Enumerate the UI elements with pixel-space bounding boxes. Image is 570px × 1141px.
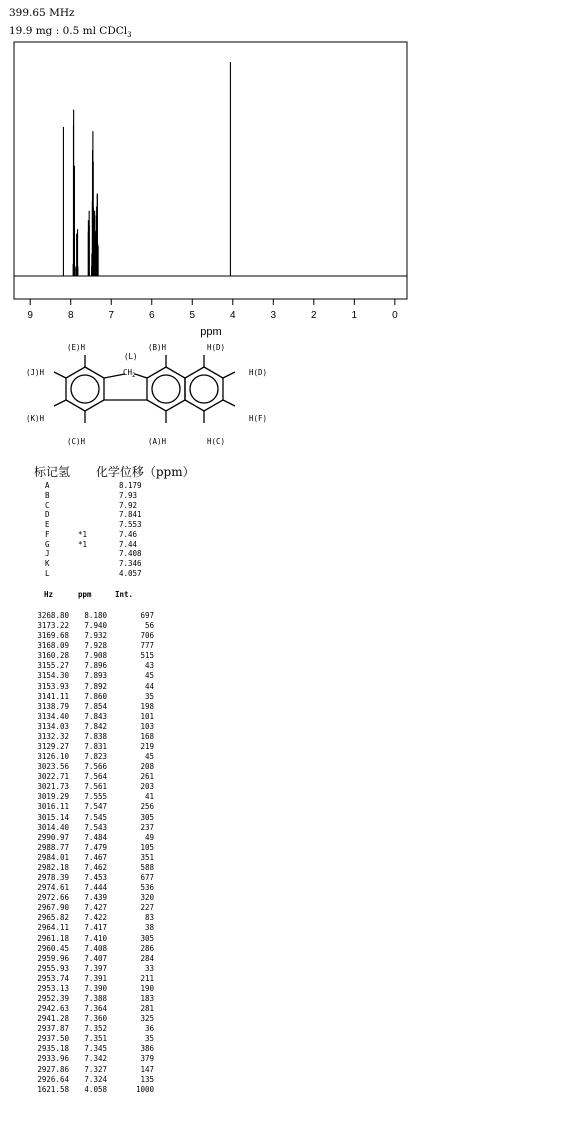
peak-ppm: 8.180 <box>84 611 107 620</box>
peak-intensity: 35 <box>144 1034 154 1044</box>
peak-ppm: 7.388 <box>84 993 107 1003</box>
peak-intensity: 35 <box>144 691 154 701</box>
peak-intensity: 41 <box>144 792 154 802</box>
peak-hz: 3016.11 <box>37 802 69 812</box>
assignment-shift: 7.346 <box>119 559 142 568</box>
assignment-heading-shift: 化学位移（ppm） <box>95 465 195 479</box>
peak-row <box>33 1044 157 1054</box>
peak-ppm: 7.892 <box>84 681 107 691</box>
ch2-bond-right <box>135 374 147 378</box>
peak-ppm: 7.896 <box>84 661 107 671</box>
assignment-heading-label: 标记氢 <box>34 465 71 479</box>
peak-hz: 2937.87 <box>37 1024 69 1034</box>
peak-ppm: 7.854 <box>84 701 107 711</box>
peak-hz: 2978.39 <box>37 873 69 883</box>
assignment-label: B <box>45 490 50 500</box>
peak-intensity: 45 <box>144 752 154 762</box>
peak-ppm: 7.453 <box>84 873 107 883</box>
peak-intensity: 305 <box>140 812 154 822</box>
peak-hz: 3134.03 <box>37 721 69 731</box>
assignment-shift: 7.408 <box>119 549 142 559</box>
peak-intensity: 256 <box>140 802 154 812</box>
peak-ppm: 4.058 <box>84 1084 107 1094</box>
peak-row <box>33 762 157 772</box>
peak-row <box>33 964 157 974</box>
peak-hz: 3021.73 <box>37 782 69 792</box>
peak-hz: 2941.28 <box>37 1014 69 1024</box>
label-j: (J)H <box>26 368 45 377</box>
peak-hz: 3138.79 <box>37 701 69 711</box>
peak-row <box>33 843 157 853</box>
x-tick-label: 3 <box>270 310 277 321</box>
x-tick-label: 9 <box>27 310 33 321</box>
peak-hz: 2953.74 <box>37 973 69 983</box>
peak-ppm: 7.364 <box>84 1004 107 1014</box>
peak-row <box>33 813 157 823</box>
peak-intensity: 351 <box>140 852 154 862</box>
peak-row <box>33 823 157 833</box>
peak-intensity: 286 <box>140 943 154 953</box>
peak-row <box>33 1054 157 1064</box>
peak-header-ppm: ppm <box>78 590 92 599</box>
peak-hz: 3154.30 <box>37 671 69 681</box>
peak-intensity: 219 <box>140 742 154 752</box>
assignment-shift: 7.46 <box>119 529 138 539</box>
peak-row <box>33 661 157 671</box>
peak-ppm: 7.390 <box>84 983 107 993</box>
peak-row <box>33 984 157 994</box>
peak-row <box>33 621 157 631</box>
peak-intensity: 44 <box>144 681 154 691</box>
assignment-label: K <box>45 559 50 568</box>
assignment-label: E <box>45 520 50 529</box>
peak-hz: 2959.96 <box>37 953 69 963</box>
spectrometer-frequency: 399.65 MHz <box>9 7 75 19</box>
peak-ppm: 7.397 <box>84 963 107 973</box>
label-c-right: H(C) <box>207 437 226 446</box>
peak-row <box>33 702 157 712</box>
x-tick-label: 7 <box>108 310 115 321</box>
peak-row <box>33 873 157 883</box>
peak-hz: 2984.01 <box>37 852 69 862</box>
peak-hz: 2988.77 <box>37 842 69 852</box>
peak-row <box>33 792 157 802</box>
peak-row <box>33 1034 157 1044</box>
label-e: (E)H <box>67 343 86 352</box>
assignment-note: *1 <box>78 529 88 539</box>
middle-benzene-ring <box>147 367 185 411</box>
peak-row <box>33 732 157 742</box>
peak-row <box>33 944 157 954</box>
label-k: (K)H <box>26 414 45 423</box>
label-ch: CH <box>123 368 133 377</box>
peak-hz: 3019.29 <box>37 792 69 802</box>
peak-intensity: 83 <box>144 913 154 923</box>
bond-k <box>54 400 66 406</box>
peak-hz: 2942.63 <box>37 1004 69 1014</box>
peak-hz: 3134.40 <box>37 711 69 721</box>
assignment-shift: 4.057 <box>119 568 142 578</box>
peak-row <box>33 1024 157 1034</box>
peak-intensity: 105 <box>140 842 154 852</box>
x-tick-label: 2 <box>311 310 317 321</box>
label-ch2-subscript: 2 <box>132 372 136 379</box>
x-tick-label: 1 <box>351 310 358 321</box>
peak-row <box>33 782 157 792</box>
peak-ppm: 7.407 <box>84 953 107 963</box>
peak-row <box>33 742 157 752</box>
peak-hz: 3015.14 <box>37 812 69 822</box>
peak-ppm: 7.324 <box>84 1074 107 1084</box>
peak-intensity: 168 <box>140 731 154 741</box>
x-axis-label: ppm <box>200 326 222 338</box>
peak-ppm: 7.543 <box>84 822 107 832</box>
peak-intensity: 211 <box>140 973 154 983</box>
peak-header-int: Int. <box>115 590 134 599</box>
peak-hz: 3023.56 <box>37 762 69 772</box>
peak-intensity: 103 <box>140 721 154 731</box>
peak-row <box>33 611 157 621</box>
peak-row <box>33 631 157 641</box>
peak-ppm: 7.327 <box>84 1064 107 1074</box>
peak-intensity: 305 <box>140 933 154 943</box>
peak-hz: 3126.10 <box>37 752 69 762</box>
peak-row <box>33 772 157 782</box>
label-ch2 <box>123 368 136 379</box>
ch2-bond-left <box>104 374 125 378</box>
assignment-shift: 7.841 <box>119 510 142 520</box>
left-aromatic-circle <box>71 375 99 403</box>
peak-intensity: 261 <box>140 772 154 782</box>
peak-row <box>33 692 157 702</box>
peak-ppm: 7.417 <box>84 923 107 933</box>
peak-intensity: 325 <box>140 1014 154 1024</box>
peak-row <box>33 1014 157 1024</box>
assignment-label: J <box>45 549 50 559</box>
peak-ppm: 7.555 <box>84 792 107 802</box>
peak-intensity: 677 <box>140 873 154 883</box>
peak-intensity: 203 <box>140 782 154 792</box>
peak-intensity: 515 <box>140 651 154 661</box>
bond-f <box>223 400 235 406</box>
peak-row <box>33 833 157 843</box>
peak-intensity: 237 <box>140 822 154 832</box>
peak-intensity: 386 <box>140 1044 154 1054</box>
peak-intensity: 45 <box>144 671 154 681</box>
peak-ppm: 7.342 <box>84 1054 107 1064</box>
peak-intensity: 588 <box>140 862 154 872</box>
peak-ppm: 7.467 <box>84 852 107 862</box>
peak-row <box>33 712 157 722</box>
assignment-label: L <box>45 568 50 578</box>
peak-ppm: 7.843 <box>84 711 107 721</box>
peak-ppm: 7.928 <box>84 641 107 651</box>
peak-intensity: 190 <box>140 983 154 993</box>
peak-intensity: 36 <box>144 1024 154 1034</box>
left-benzene-ring <box>66 367 104 411</box>
label-d-top: H(D) <box>207 343 226 352</box>
assignment-heading <box>34 463 195 480</box>
peak-row <box>33 893 157 903</box>
peak-hz: 3132.32 <box>37 731 69 741</box>
concentration-subscript: 3 <box>127 31 132 40</box>
peak-intensity: 697 <box>140 611 154 620</box>
label-l: (L) <box>124 352 138 361</box>
right-aromatic-circle <box>190 375 218 403</box>
x-tick-label: 8 <box>67 310 74 321</box>
peak-hz: 2937.50 <box>37 1034 69 1044</box>
peak-ppm: 7.545 <box>84 812 107 822</box>
assignment-label: A <box>45 481 50 490</box>
peak-intensity: 33 <box>144 963 154 973</box>
peak-hz: 2952.39 <box>37 993 69 1003</box>
peak-row <box>33 903 157 913</box>
x-tick-label: 6 <box>148 310 155 321</box>
peak-row <box>33 1085 157 1095</box>
peak-hz: 2964.11 <box>37 923 69 933</box>
peak-ppm: 7.351 <box>84 1034 107 1044</box>
peak-intensity: 56 <box>144 621 154 631</box>
peak-hz: 2961.18 <box>37 933 69 943</box>
peak-intensity: 43 <box>144 661 154 671</box>
peak-row <box>33 1004 157 1014</box>
peak-row <box>33 641 157 651</box>
assignment-shift: 7.44 <box>119 539 138 549</box>
peak-hz: 3129.27 <box>37 742 69 752</box>
label-b: (B)H <box>148 343 167 352</box>
peak-hz: 2982.18 <box>37 862 69 872</box>
peak-intensity: 1000 <box>135 1084 154 1094</box>
peak-hz: 2927.86 <box>37 1064 69 1074</box>
assignment-shift: 7.553 <box>119 520 142 529</box>
peak-hz: 3160.28 <box>37 651 69 661</box>
peak-intensity: 198 <box>140 701 154 711</box>
peak-intensity: 320 <box>140 893 154 903</box>
peak-table-header <box>44 590 164 600</box>
peak-ppm: 7.484 <box>84 832 107 842</box>
peak-hz: 2955.93 <box>37 963 69 973</box>
assignment-label: F <box>45 529 50 539</box>
peak-ppm: 7.831 <box>84 742 107 752</box>
peak-ppm: 7.838 <box>84 731 107 741</box>
concentration-text: 19.9 mg : 0.5 ml CDCl <box>9 25 128 37</box>
peak-row <box>33 1075 157 1085</box>
peak-intensity: 706 <box>140 631 154 641</box>
peak-row <box>33 863 157 873</box>
peak-ppm: 7.823 <box>84 752 107 762</box>
peak-row <box>33 974 157 984</box>
peak-intensity: 147 <box>140 1064 154 1074</box>
peak-hz: 2935.18 <box>37 1044 69 1054</box>
peak-intensity: 284 <box>140 953 154 963</box>
peak-row <box>33 722 157 732</box>
peak-header-hz: Hz <box>44 590 54 599</box>
peak-hz: 2967.90 <box>37 903 69 913</box>
peak-hz: 2953.13 <box>37 983 69 993</box>
peak-hz: 3155.27 <box>37 661 69 671</box>
assignment-label: D <box>45 510 50 520</box>
peak-table <box>33 611 157 1095</box>
peak-ppm: 7.860 <box>84 691 107 701</box>
peak-intensity: 135 <box>140 1074 154 1084</box>
peak-row <box>33 752 157 762</box>
peak-ppm: 7.479 <box>84 842 107 852</box>
peak-row <box>33 802 157 812</box>
peak-row <box>33 994 157 1004</box>
peak-hz: 2926.64 <box>37 1074 69 1084</box>
peak-hz: 2933.96 <box>37 1054 69 1064</box>
peak-hz: 3268.80 <box>37 611 69 620</box>
peak-ppm: 7.410 <box>84 933 107 943</box>
peak-hz: 3014.40 <box>37 822 69 832</box>
peak-intensity: 227 <box>140 903 154 913</box>
peak-row <box>33 913 157 923</box>
peak-ppm: 7.940 <box>84 621 107 631</box>
peak-hz: 2972.66 <box>37 893 69 903</box>
peak-hz: 3153.93 <box>37 681 69 691</box>
label-f: H(F) <box>249 414 268 423</box>
peak-ppm: 7.547 <box>84 802 107 812</box>
peak-hz: 3169.68 <box>37 631 69 641</box>
peak-intensity: 49 <box>144 832 154 842</box>
peak-row <box>33 671 157 681</box>
peak-row <box>33 954 157 964</box>
peak-ppm: 7.345 <box>84 1044 107 1054</box>
peak-ppm: 7.561 <box>84 782 107 792</box>
peak-ppm: 7.391 <box>84 973 107 983</box>
assignment-shift: 7.92 <box>119 500 138 510</box>
label-d-right: H(D) <box>249 368 268 377</box>
peak-ppm: 7.932 <box>84 631 107 641</box>
bond-d-right <box>223 372 235 378</box>
peak-ppm: 7.462 <box>84 862 107 872</box>
peak-ppm: 7.360 <box>84 1014 107 1024</box>
peak-ppm: 7.444 <box>84 883 107 893</box>
peak-ppm: 7.842 <box>84 721 107 731</box>
peak-ppm: 7.422 <box>84 913 107 923</box>
peak-row <box>33 923 157 933</box>
peak-hz: 2990.97 <box>37 832 69 842</box>
bond-j <box>54 372 66 378</box>
peak-hz: 3173.22 <box>37 621 69 631</box>
peak-hz: 1621.58 <box>37 1084 69 1094</box>
label-a: (A)H <box>148 437 167 446</box>
peak-intensity: 379 <box>140 1054 154 1064</box>
peak-intensity: 208 <box>140 762 154 772</box>
label-c-left: (C)H <box>67 437 86 446</box>
peak-intensity: 101 <box>140 711 154 721</box>
peak-intensity: 536 <box>140 883 154 893</box>
peak-intensity: 281 <box>140 1004 154 1014</box>
assignment-shift: 8.179 <box>119 481 142 490</box>
peak-intensity: 38 <box>144 923 154 933</box>
peak-row <box>33 883 157 893</box>
assignment-shift: 7.93 <box>119 490 138 500</box>
peak-row <box>33 651 157 661</box>
peak-ppm: 7.566 <box>84 762 107 772</box>
peak-row <box>33 934 157 944</box>
peak-ppm: 7.908 <box>84 651 107 661</box>
right-benzene-ring <box>185 367 223 411</box>
peak-hz: 3022.71 <box>37 772 69 782</box>
chemical-structure-diagram <box>0 0 570 460</box>
peak-row <box>33 1065 157 1075</box>
peak-ppm: 7.427 <box>84 903 107 913</box>
peak-hz: 2974.61 <box>37 883 69 893</box>
assignment-note: *1 <box>78 539 88 549</box>
middle-aromatic-circle <box>152 375 180 403</box>
peak-hz: 2960.45 <box>37 943 69 953</box>
peak-ppm: 7.352 <box>84 1024 107 1034</box>
peak-intensity: 183 <box>140 993 154 1003</box>
peak-row <box>33 682 157 692</box>
x-tick-label: 0 <box>392 310 398 321</box>
peak-ppm: 7.408 <box>84 943 107 953</box>
peak-ppm: 7.439 <box>84 893 107 903</box>
peak-hz: 3168.09 <box>37 641 69 651</box>
peak-hz: 3141.11 <box>37 691 69 701</box>
assignment-label: C <box>45 500 50 510</box>
peak-ppm: 7.893 <box>84 671 107 681</box>
peak-row <box>33 853 157 863</box>
assignment-label: G <box>45 539 50 549</box>
x-tick-label: 4 <box>230 310 236 321</box>
x-tick-label: 5 <box>189 310 196 321</box>
peak-intensity: 777 <box>140 641 154 651</box>
peak-hz: 2965.82 <box>37 913 69 923</box>
peak-ppm: 7.564 <box>84 772 107 782</box>
